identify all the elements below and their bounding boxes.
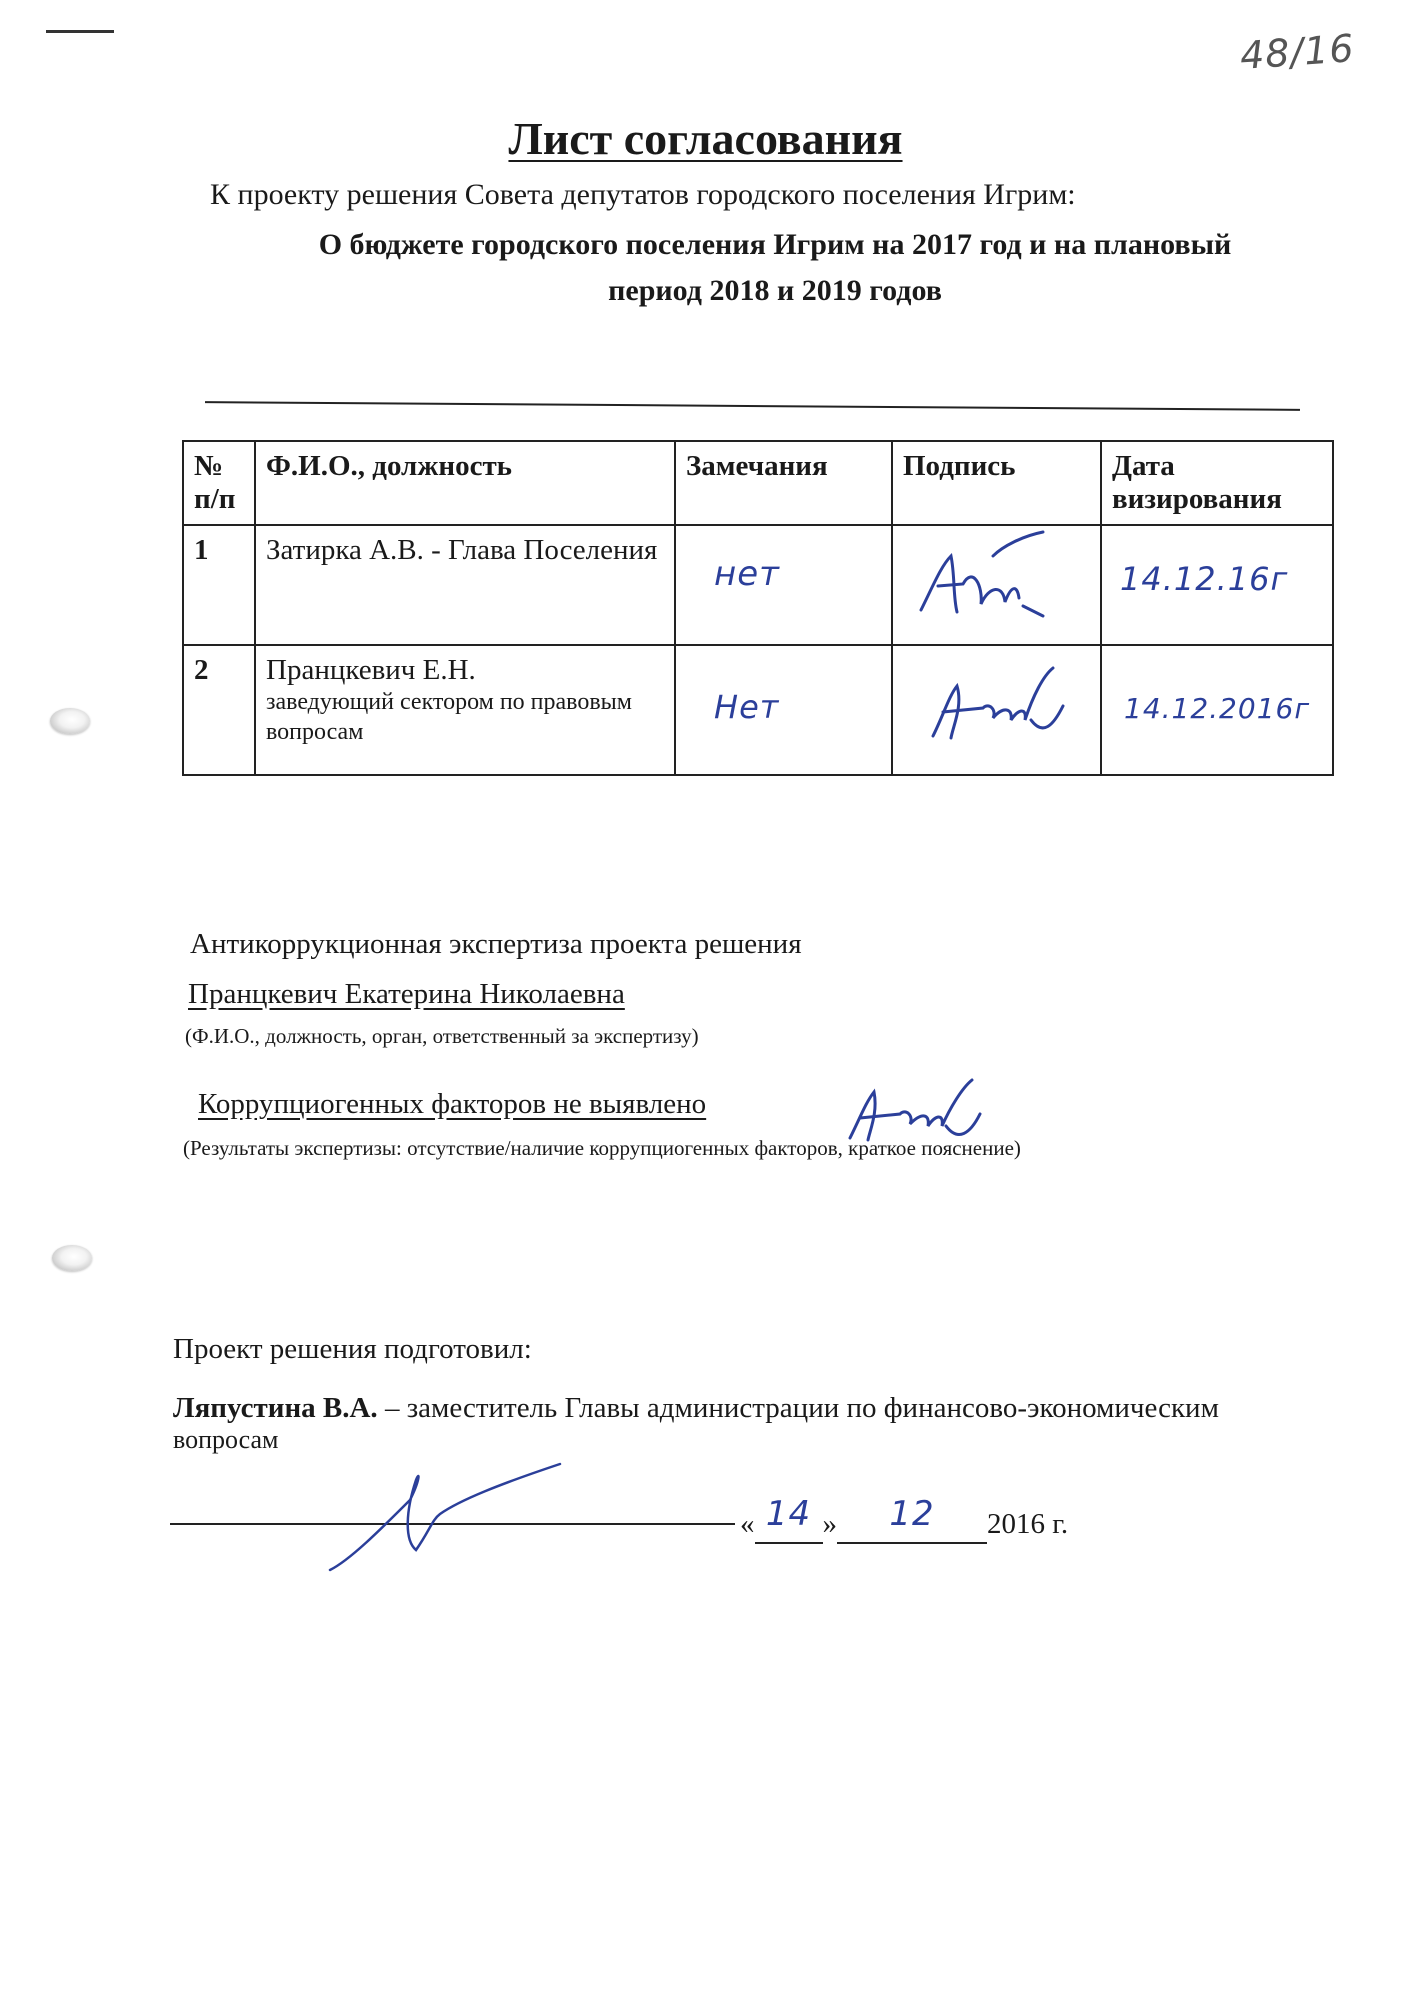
quote-close: » xyxy=(822,1508,837,1540)
table-row xyxy=(183,645,1333,775)
scan-mark xyxy=(46,30,114,33)
row-date: 14.12.2016г xyxy=(1101,645,1333,775)
table-row xyxy=(183,525,1333,645)
row-name-text: Пранцкевич Е.Н. xyxy=(266,654,476,686)
expertise-heading: Антикоррукционная экспертиза проекта решения xyxy=(190,928,802,960)
row-num: 1 xyxy=(183,525,255,645)
row-signature xyxy=(892,525,1101,645)
date-day: 14 xyxy=(755,1502,823,1544)
date-line xyxy=(740,1494,1069,1544)
expertise-result-caption: (Результаты экспертизы: отсутствие/наличие коррупциогенных факторов, краткое пояснение) xyxy=(183,1136,1021,1160)
header-date: Дата визирования xyxy=(1101,441,1333,525)
row-num: 2 xyxy=(183,645,255,775)
preparer-position-cont: вопросам xyxy=(173,1425,279,1454)
row-date: 14.12.16г xyxy=(1101,525,1333,645)
row-signature xyxy=(892,645,1101,775)
header-name: Ф.И.О., должность xyxy=(255,441,675,525)
signature-mark xyxy=(893,526,1093,636)
header-signature: Подпись xyxy=(892,441,1101,525)
header-remarks: Замечания xyxy=(675,441,892,525)
document-title: Лист согласования xyxy=(508,113,903,164)
prepared-heading: Проект решения подготовил: xyxy=(173,1333,532,1365)
quote-open: « xyxy=(740,1508,755,1540)
expertise-responsible-caption: (Ф.И.О., должность, орган, ответственный за экспертизу) xyxy=(185,1024,699,1048)
corner-note: 48/16 xyxy=(1238,26,1356,78)
punch-hole-top xyxy=(50,708,90,734)
table-header-row xyxy=(183,441,1333,525)
header-num: № п/п xyxy=(183,441,255,525)
intro-text: К проекту решения Совета депутатов городского поселения Игрим: xyxy=(210,178,1076,211)
date-month: 12 xyxy=(837,1502,987,1544)
date-year: 2016 г. xyxy=(987,1508,1069,1540)
preparer-name: Ляпустина В.А. xyxy=(173,1392,378,1424)
divider-line xyxy=(205,401,1300,411)
row-name xyxy=(255,645,675,775)
row-remarks: Нет xyxy=(675,645,892,775)
subject-line-1: О бюджете городского поселения Игрим на 2017 год и на плановый xyxy=(318,228,1232,261)
expertise-responsible: Пранцкевич Екатерина Николаевна xyxy=(188,978,625,1010)
subject-line-2: период 2018 и 2019 годов xyxy=(608,274,942,307)
row-name: Затирка А.В. - Глава Поселения xyxy=(255,525,675,645)
punch-hole-bottom xyxy=(52,1245,92,1271)
decision-subject xyxy=(250,222,1300,314)
preparer-signature xyxy=(320,1440,570,1580)
signature-mark xyxy=(893,646,1093,766)
expertise-result: Коррупциогенных факторов не выявлено xyxy=(198,1088,707,1120)
row-remarks: нет xyxy=(675,525,892,645)
row-position: заведующий сектором по правовым вопросам xyxy=(266,689,632,745)
preparer-position: – заместитель Главы администрации по финансово-экономическим xyxy=(384,1392,1219,1424)
approval-table xyxy=(182,440,1334,776)
prepared-by xyxy=(173,1392,1219,1425)
